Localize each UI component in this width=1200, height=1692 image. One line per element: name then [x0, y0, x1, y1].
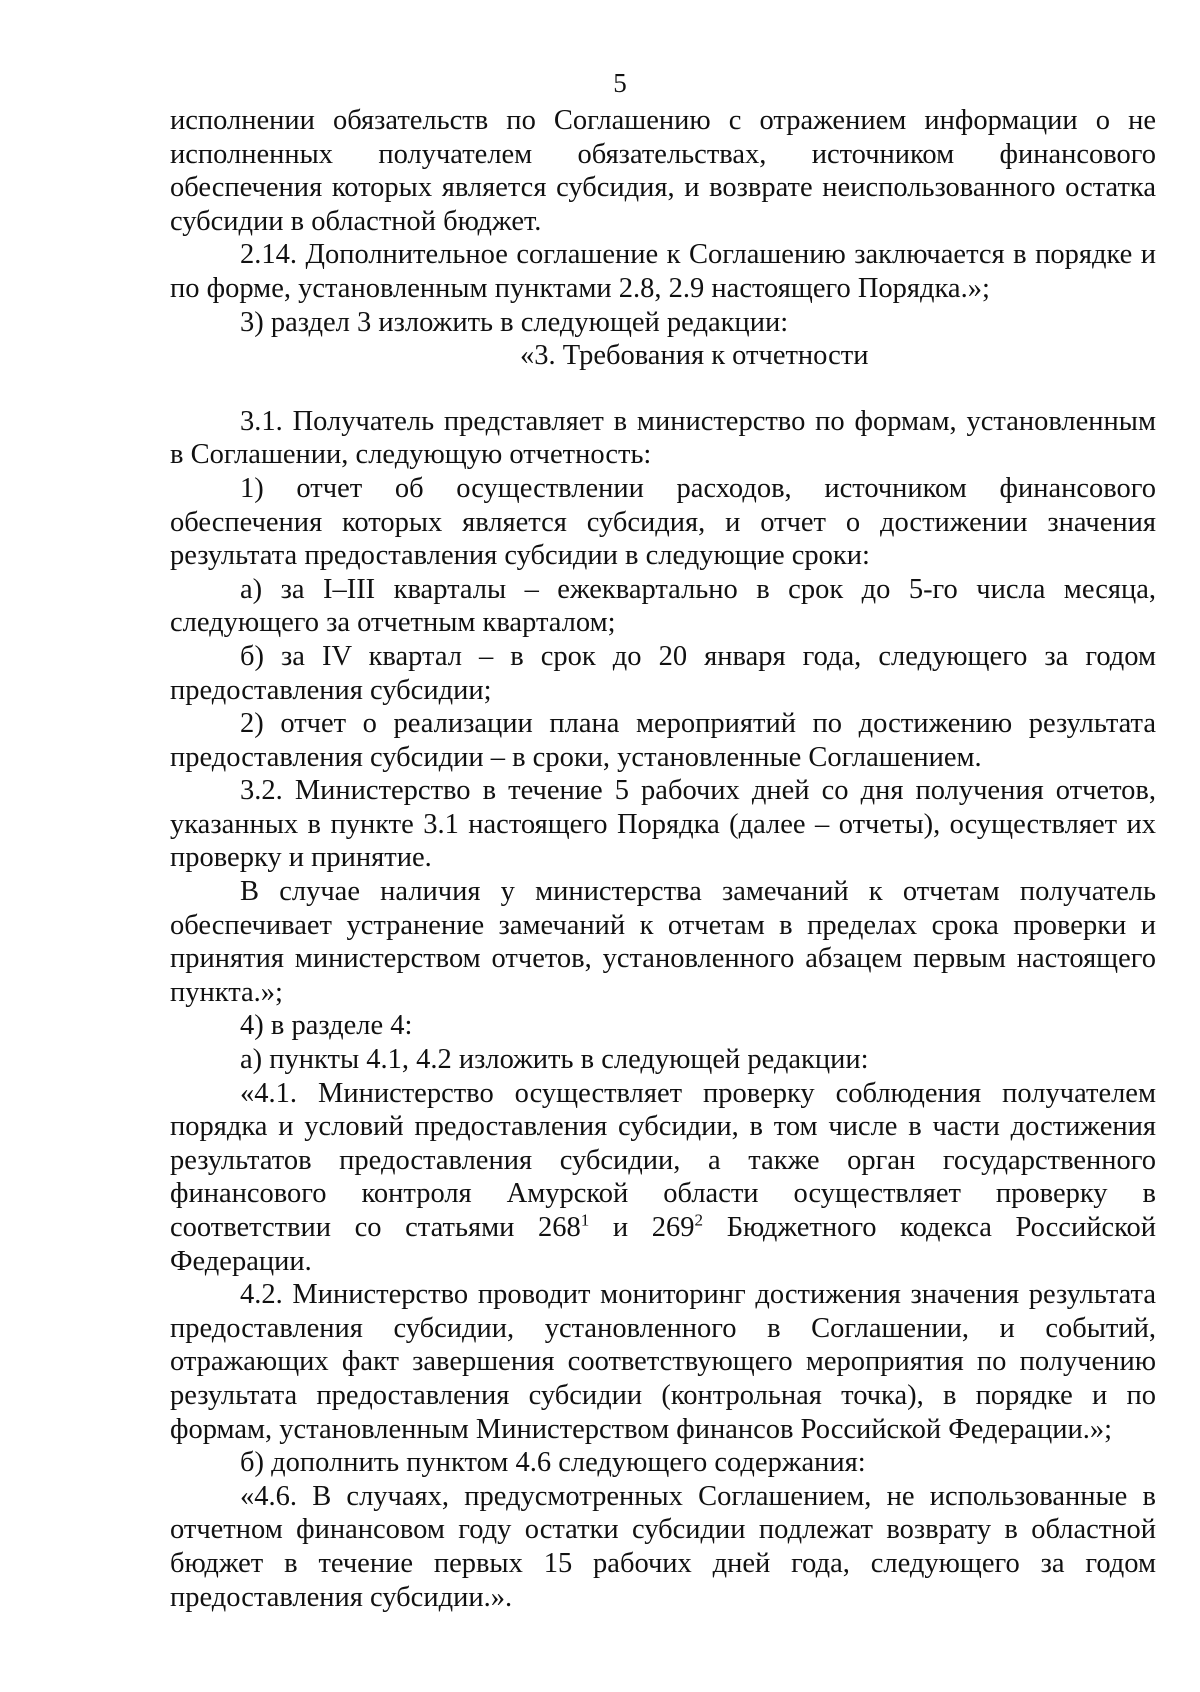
paragraph-4-1-part3: Бюджетного кодекса Российской Федерации. — [170, 1212, 1156, 1277]
spacer — [170, 373, 1156, 405]
paragraph-3-2: 3.2. Министерство в течение 5 рабочих дней со дня получения отчетов, указанных в пункте 3.1 настоящего Порядка (далее – отчеты), осуществляет их проверку и принятие. — [170, 775, 1156, 874]
paragraph-3-1: 3.1. Получатель представляет в министерство по формам, установленным в Соглашении, следующую отчетность: — [170, 405, 1156, 471]
paragraph-4-6: «4.6. В случаях, предусмотренных Соглашением, не использованные в отчетном финансовом году остатки субсидии подлежат возврату в областной бюджет в течение первых 15 рабочих дней года, следующего за годом предоставления субсидии.». — [170, 1480, 1156, 1613]
paragraph-3-2-second: В случае наличия у министерства замечаний к отчетам получатель обеспечивает устранение замечаний к отчетам в пределах срока проверки и принятия министерством отчетов, установленного абзацем первым настоящего пункта.»; — [170, 876, 1156, 1008]
paragraph-4-1-part1: «4.1. Министерство осуществляет проверку соблюдения получателем порядка и условий предоставления субсидии, в том числе в части достижения результатов предоставления субсидии, а также орган государственного финансового контроля Амурской области осуществляет проверку в соответствии со статьями 268 — [170, 1077, 1156, 1243]
paragraph-4-1-part2: и 269 — [589, 1212, 695, 1243]
paragraph-continuation: исполнении обязательств по Соглашению с отражением информации о не исполненных получателем обязательствах, источником финансового обеспечения которых является субсидия, и возврате неиспользованного остатка субсидии в областной бюджет. — [170, 105, 1156, 237]
footnote-sup-1: 1 — [580, 1210, 590, 1230]
paragraph-4-2: 4.2. Министерство проводит мониторинг достижения значения результата предоставления субсидии, установленного в Соглашении, и событий, отражающих факт завершения соответствующего мероприятия по получению результата предоставления субсидии (контрольная точка), в порядке и по формам, установленным Министерством финансов Российской Федерации.»; — [170, 1279, 1156, 1445]
paragraph-item-4: 4) в разделе 4: — [240, 1010, 413, 1042]
paragraph-3-1-item-a: а) за I–III кварталы – ежеквартально в срок до 5-го числа месяца, следующего за отчетным кварталом; — [170, 573, 1156, 639]
paragraph-2-14: 2.14. Дополнительное соглашение к Соглашению заключается в порядке и по форме, установленным пунктами 2.8, 2.9 настоящего Порядка.»; — [170, 239, 1156, 304]
paragraph-item-4-b: б) дополнить пунктом 4.6 следующего содержания: — [240, 1447, 866, 1479]
paragraph-item-3: 3) раздел 3 изложить в следующей редакции: — [240, 306, 789, 338]
footnote-sup-2: 2 — [694, 1210, 704, 1230]
paragraph-3-1-item-1: 1) отчет об осуществлении расходов, источником финансового обеспечения которых является субсидия, и отчет о достижении значения результата предоставления субсидии в следующие сроки: — [170, 472, 1156, 572]
paragraph-4-1 — [170, 1077, 1156, 1279]
paragraph-item-4-a: а) пункты 4.1, 4.2 изложить в следующей редакции: — [240, 1044, 869, 1076]
document-body — [170, 104, 1156, 1614]
paragraph-3-1-item-b: б) за IV квартал – в срок до 20 января года, следующего за годом предоставления субсидии; — [170, 640, 1156, 706]
paragraph-3-1-item-2: 2) отчет о реализации плана мероприятий по достижению результата предоставления субсидии – в сроки, установленные Соглашением. — [170, 708, 1156, 773]
section-heading: «3. Требования к отчетности — [520, 340, 869, 372]
page-number: 5 — [613, 68, 627, 98]
